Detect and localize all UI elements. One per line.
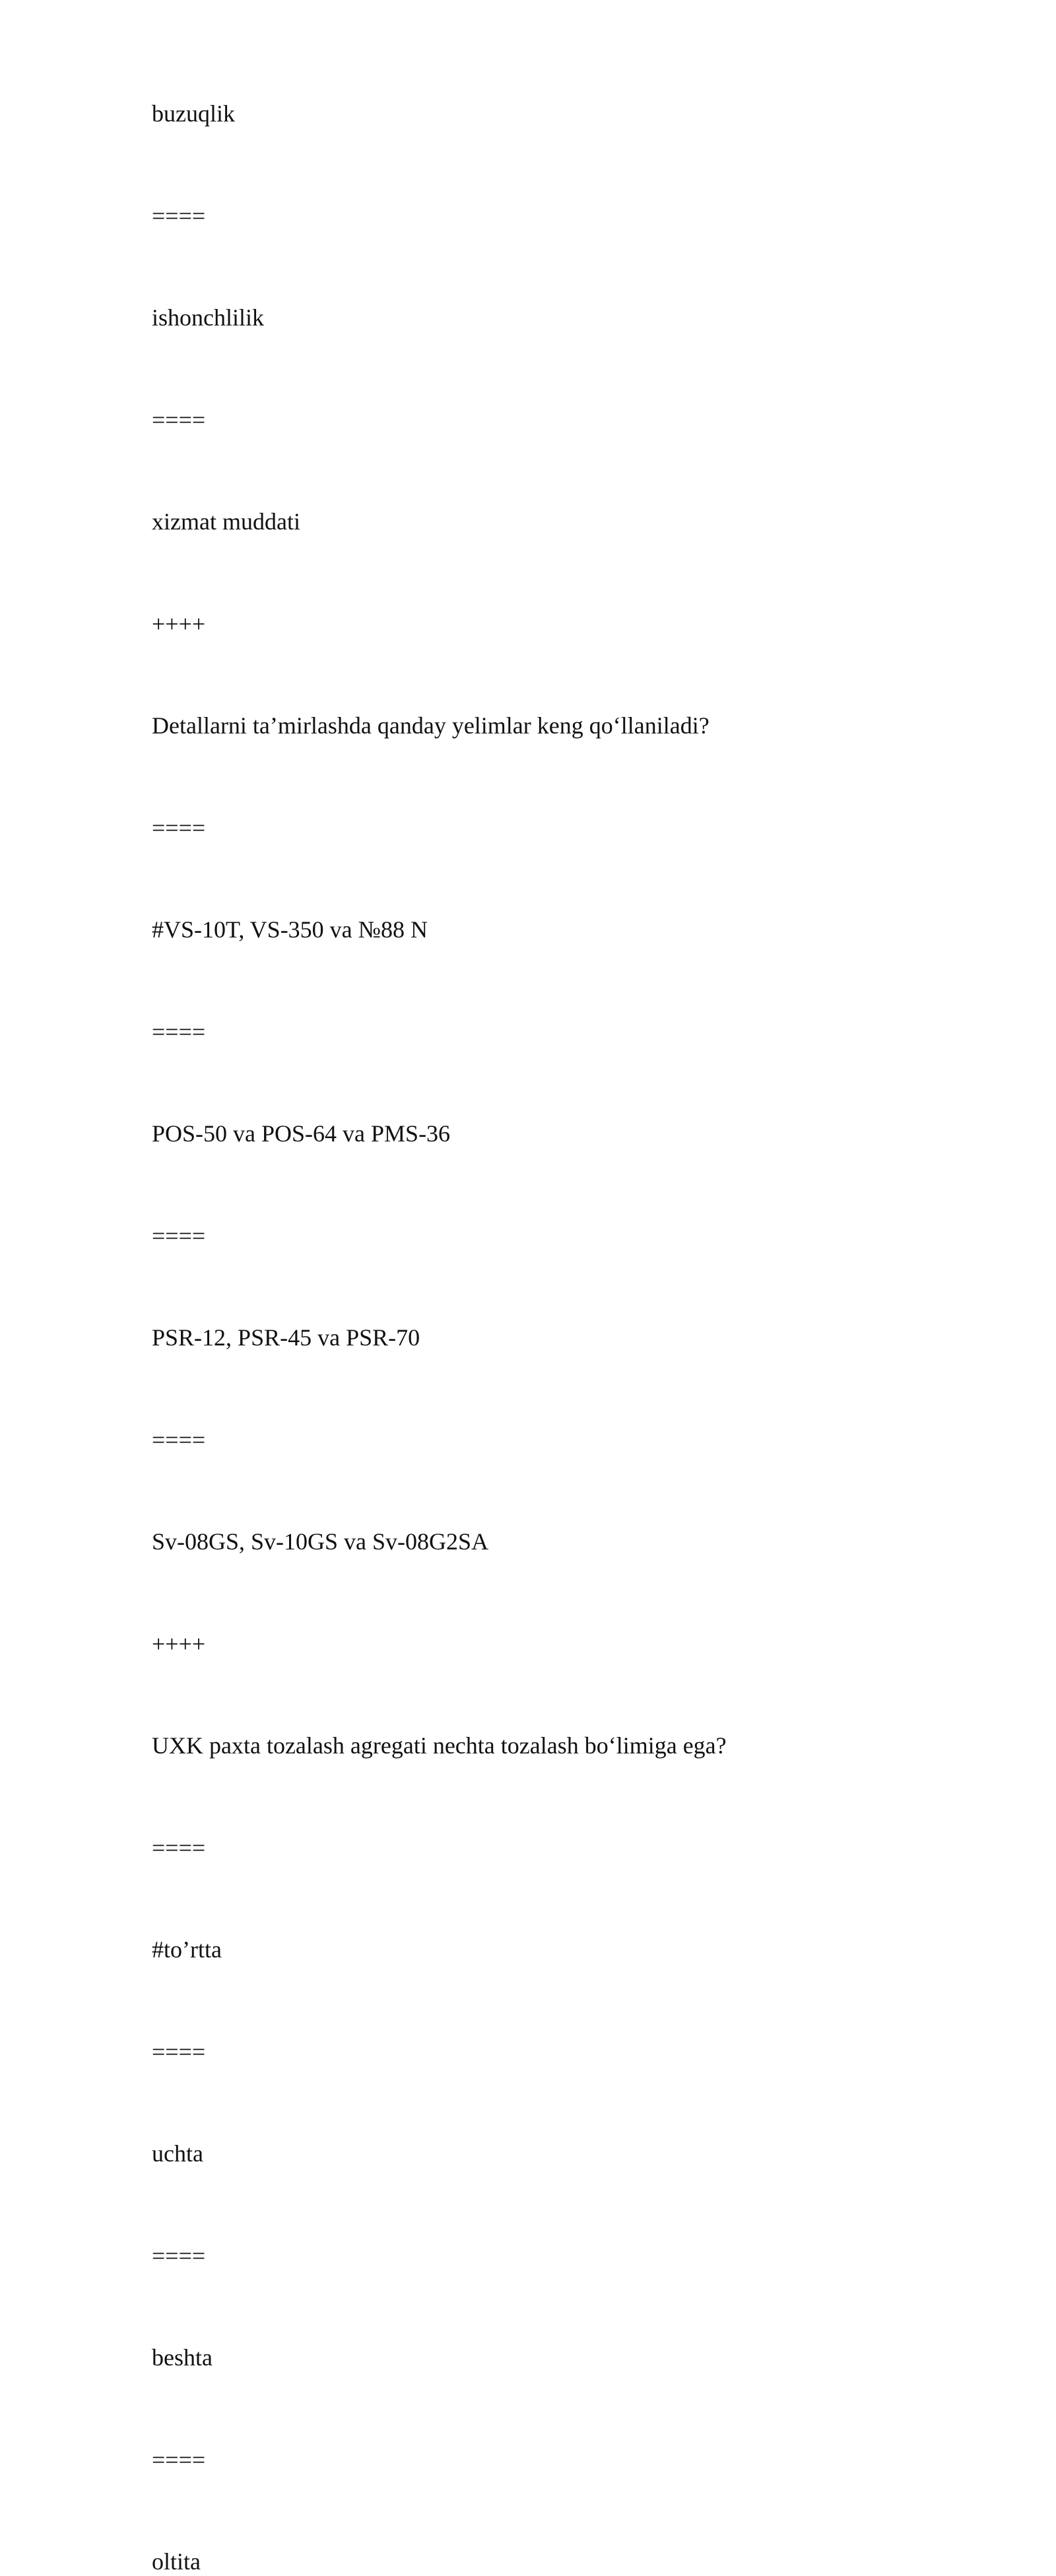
answer-option-correct-vs10t: #VS-10T, VS-350 va №88 N	[152, 916, 428, 943]
option-separator: ====	[152, 2038, 206, 2065]
answer-option-ishonchlilik: ishonchlilik	[152, 304, 264, 331]
option-separator: ====	[152, 1834, 206, 1861]
answer-option-pos50: POS-50 va POS-64 va PMS-36	[152, 1120, 451, 1147]
answer-option-sv08gs: Sv-08GS, Sv-10GS va Sv-08G2SA	[152, 1528, 489, 1555]
option-separator: ====	[152, 814, 206, 841]
answer-option-oltita: oltita	[152, 2548, 201, 2575]
option-separator: ====	[152, 2242, 206, 2269]
answer-option-correct-tortta: #to’rtta	[152, 1936, 222, 1963]
answer-option-psr12: PSR-12, PSR-45 va PSR-70	[152, 1324, 420, 1351]
option-separator: ====	[152, 202, 206, 229]
option-separator: ====	[152, 406, 206, 433]
answer-option-xizmat-muddati: xizmat muddati	[152, 508, 300, 535]
option-separator: ====	[152, 2446, 206, 2473]
answer-option-buzuqlik: buzuqlik	[152, 100, 235, 127]
question-uxk-cleaning-sections: UXK paxta tozalash agregati nechta tozalash bo‘limiga ega?	[152, 1732, 727, 1759]
question-adhesives: Detallarni ta’mirlashda qanday yelimlar keng qo‘llaniladi?	[152, 712, 710, 739]
text-column	[152, 99, 931, 2576]
question-separator: ++++	[152, 610, 206, 637]
option-separator: ====	[152, 1222, 206, 1249]
question-separator: ++++	[152, 1630, 206, 1657]
answer-option-uchta: uchta	[152, 2140, 203, 2167]
option-separator: ====	[152, 1018, 206, 1045]
option-separator: ====	[152, 1426, 206, 1453]
answer-option-beshta: beshta	[152, 2344, 213, 2371]
